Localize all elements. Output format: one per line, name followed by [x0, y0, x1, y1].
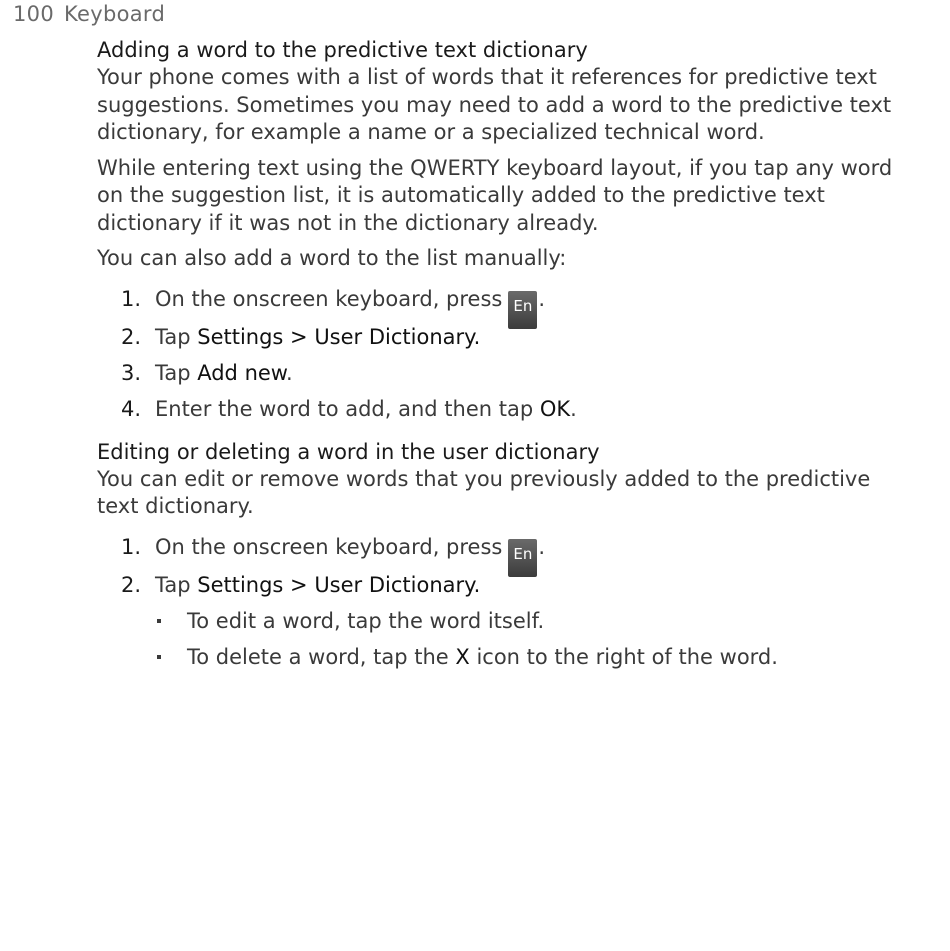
bullet-item: To delete a word, tap the X icon to the right of the word.	[97, 643, 917, 671]
step-number: 2.	[121, 572, 142, 597]
step-number: 3.	[121, 360, 142, 385]
chapter-title: Keyboard	[63, 2, 166, 26]
step-highlight: Settings > User Dictionary.	[197, 572, 481, 597]
bullet-highlight: X	[455, 644, 470, 669]
step-text: On the onscreen keyboard, press	[155, 286, 503, 311]
step-highlight: OK	[539, 396, 571, 421]
intro-paragraph: Your phone comes with a list of words that it references for predictive text suggestions. Sometimes you may need to add a word to the predictive text dictionary, for example a name or a specialized technical word.	[97, 65, 892, 144]
edit-options-list	[97, 607, 917, 671]
section-title-adding-word: Adding a word to the predictive text dictionary	[97, 38, 588, 62]
step-item: 1. On the onscreen keyboard, press En .	[97, 285, 917, 321]
page-header	[13, 2, 165, 26]
keyboard-en-key-icon: En	[508, 539, 537, 577]
bullet-marker	[157, 619, 161, 623]
edit-intro-paragraph: You can edit or remove words that you previously added to the predictive text dictionary.	[97, 466, 871, 518]
manual-add-paragraph: You can also add a word to the list manually:	[97, 246, 567, 270]
bullet-text: To edit a word, tap the word itself.	[187, 608, 545, 633]
step-number: 1.	[121, 534, 142, 559]
section-title-editing-word: Editing or deleting a word in the user dictionary	[97, 439, 600, 464]
edit-word-steps	[97, 533, 917, 599]
step-text: Enter the word to add, and then tap	[155, 396, 540, 421]
bullet-text: To delete a word, tap the	[187, 644, 456, 669]
step-text: On the onscreen keyboard, press	[155, 534, 503, 559]
step-number: 1.	[121, 286, 142, 311]
step-text: Tap	[155, 360, 198, 385]
step-item: 3. Tap Add new.	[121, 360, 293, 385]
step-highlight: Settings > User Dictionary.	[197, 324, 481, 349]
keyboard-en-key-icon: En	[508, 291, 537, 329]
step-item: 4. Enter the word to add, and then tap OK.	[121, 396, 577, 421]
step-number: 4.	[121, 396, 142, 421]
add-word-steps	[97, 285, 917, 423]
step-highlight: Add new	[197, 360, 287, 385]
step-item	[97, 323, 917, 351]
step-item: 1. On the onscreen keyboard, press En .	[97, 533, 917, 569]
page-content	[97, 36, 917, 671]
qwerty-paragraph: While entering text using the QWERTY keyboard layout, if you tap any word on the suggestion list, it is automatically added to the predictive text dictionary if it was not in the dictionary already.	[97, 155, 893, 235]
bullet-marker	[157, 655, 161, 659]
page-number: 100	[13, 2, 54, 26]
step-number: 2.	[121, 324, 142, 349]
bullet-item	[97, 607, 917, 635]
step-text: Tap	[155, 572, 198, 597]
step-text: Tap	[155, 324, 198, 349]
step-item	[97, 571, 917, 599]
